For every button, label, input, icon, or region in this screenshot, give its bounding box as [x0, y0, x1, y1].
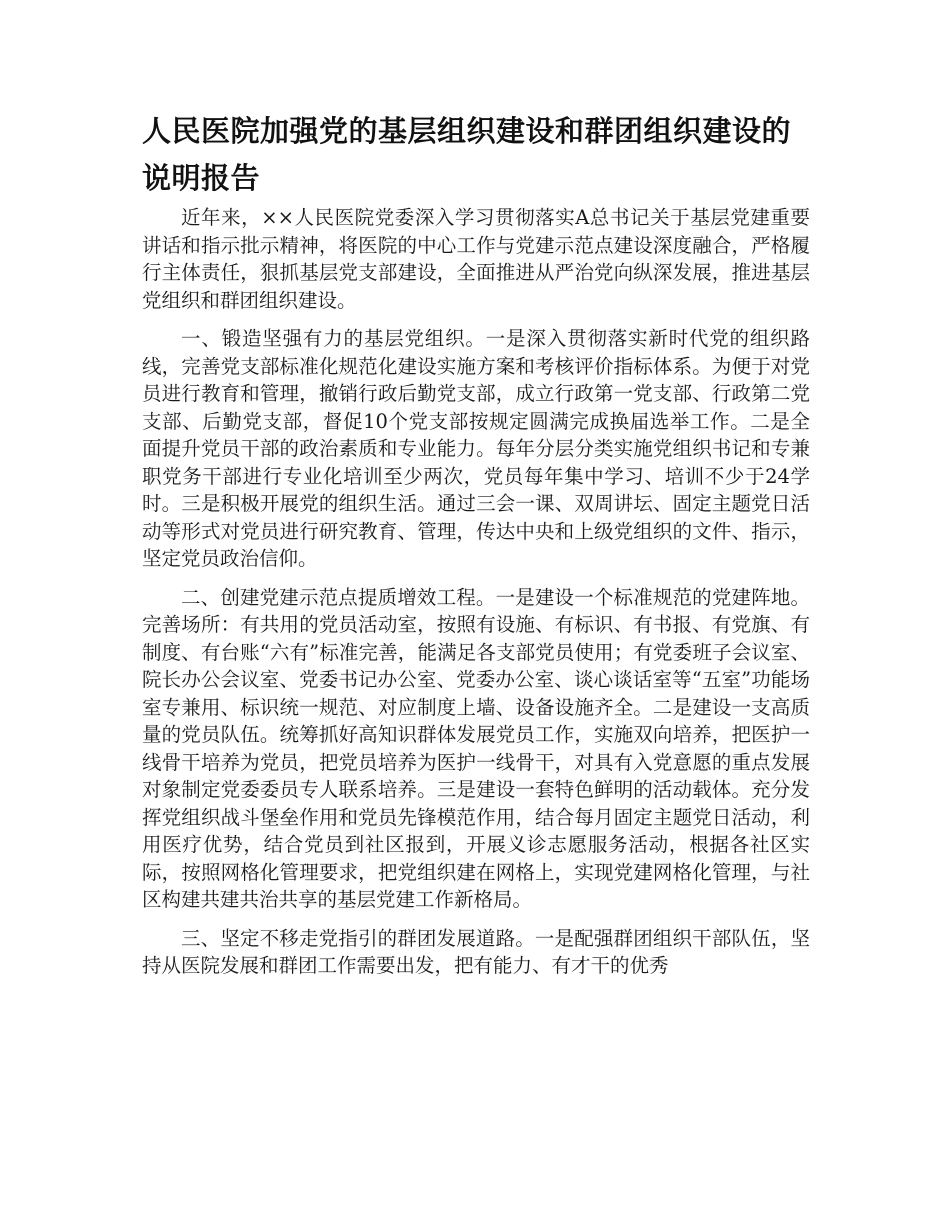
- paragraph-section-2: 二、创建党建示范点提质增效工程。一是建设一个标准规范的党建阵地。完善场所：有共用的党员活动室，按照有设施、有标识、有书报、有党旗、有制度、有台账“六有”标准完善，能满足各支部党员使用；有党委班子会议室、院长办公会议室、党委书记办公室、党委办公室、谈心谈话室等“五室”功能场室专兼用、标识统一规范、对应制度上墙、设备设施齐全。二是建设一支高质量的党员队伍。统筹抓好高知识群体发展党员工作，实施双向培养，把医护一线骨干培养为党员，把党员培养为医护一线骨干，对具有入党意愿的重点发展对象制定党委委员专人联系培养。三是建设一套特色鲜明的活动载体。充分发挥党组织战斗堡垒作用和党员先锋模范作用，结合每月固定主题党日活动，利用医疗优势，结合党员到社区报到，开展义诊志愿服务活动，根据各社区实际，按照网格化管理要求，把党组织建在网格上，实现党建网格化管理，与社区构建共建共治共享的基层党建工作新格局。: [142, 585, 810, 911]
- paragraph-intro: 近年来，××人民医院党委深入学习贯彻落实A总书记关于基层党建重要讲话和指示批示精神，将医院的中心工作与党建示范点建设深度融合，严格履行主体责任，狠抓基层党支部建设，全面推进从严治党向纵深发展，推进基层党组织和群团组织建设。: [142, 206, 810, 312]
- paragraph-section-1: 一、锻造坚强有力的基层党组织。一是深入贯彻落实新时代党的组织路线，完善党支部标准化规范化建设实施方案和考核评价指标体系。为便于对党员进行教育和管理，撤销行政后勤党支部，成立行政第一党支部、行政第二党支部、后勤党支部，督促10个党支部按规定圆满完成换届选举工作。二是全面提升党员干部的政治素质和专业能力。每年分层分类实施党组织书记和专兼职党务干部进行专业化培训至少两次，党员每年集中学习、培训不少于24学时。三是积极开展党的组织生活。通过三会一课、双周讲坛、固定主题党日活动等形式对党员进行研究教育、管理，传达中央和上级党组织的文件、指示，坚定党员政治信仰。: [142, 327, 810, 570]
- document-body: [142, 204, 810, 991]
- paragraph-section-3: 三、坚定不移走党指引的群团发展道路。一是配强群团组织干部队伍，坚持从医院发展和群团工作需要出发，把有能力、有才干的优秀: [142, 926, 810, 977]
- document-title: 人民医院加强党的基层组织建设和群团组织建设的说明报告: [142, 114, 792, 195]
